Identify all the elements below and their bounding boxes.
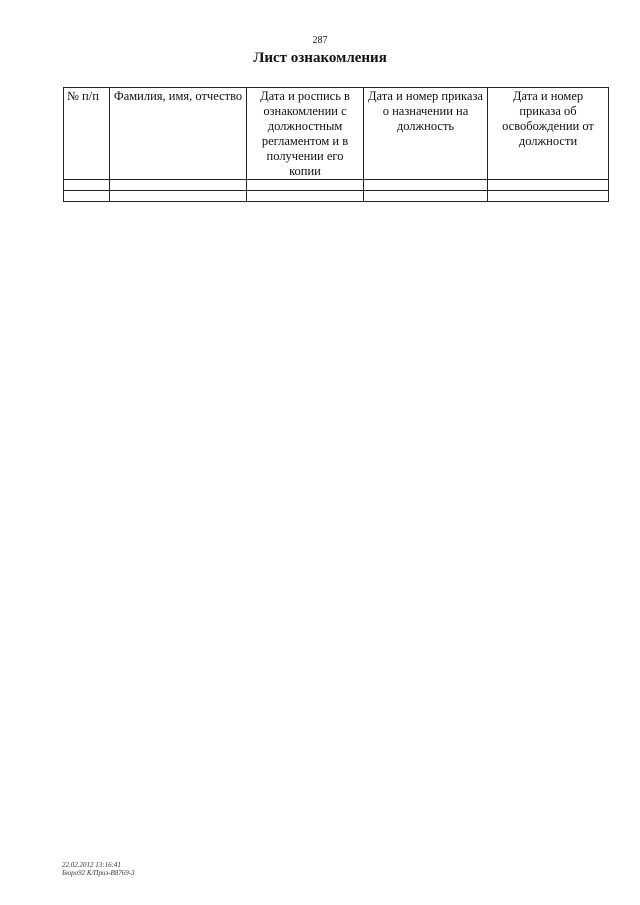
acknowledgement-table [63, 87, 609, 202]
table-row [64, 191, 609, 202]
header-cell-signature-date: Дата и роспись в ознакомлении с должностным регламентом и в получении его копии [247, 88, 364, 180]
page-number: 287 [312, 35, 328, 46]
table-cell [364, 191, 488, 202]
header-cell-appointment-order: Дата и номер приказа о назначении на должность [364, 88, 488, 180]
table-cell [110, 180, 247, 191]
table-cell [64, 180, 110, 191]
table-cell [247, 180, 364, 191]
table-row [64, 180, 609, 191]
table-header-row [64, 88, 609, 180]
table-cell [488, 180, 609, 191]
table-cell [247, 191, 364, 202]
table-cell [488, 191, 609, 202]
header-cell-number: № п/п [64, 88, 110, 180]
footer-timestamp: 22.02.2012 13:16:41 [62, 861, 121, 869]
footer-document-code: Бюро92 К/Приз-В8769-3 [62, 869, 135, 877]
header-cell-dismissal-order: Дата и номер приказа об освобождении от должности [488, 88, 609, 180]
header-cell-full-name: Фамилия, имя, отчество [110, 88, 247, 180]
table-cell [364, 180, 488, 191]
document-title: Лист ознакомления [253, 50, 387, 66]
document-footer-stamp [62, 861, 135, 877]
table-cell [110, 191, 247, 202]
table-cell [64, 191, 110, 202]
